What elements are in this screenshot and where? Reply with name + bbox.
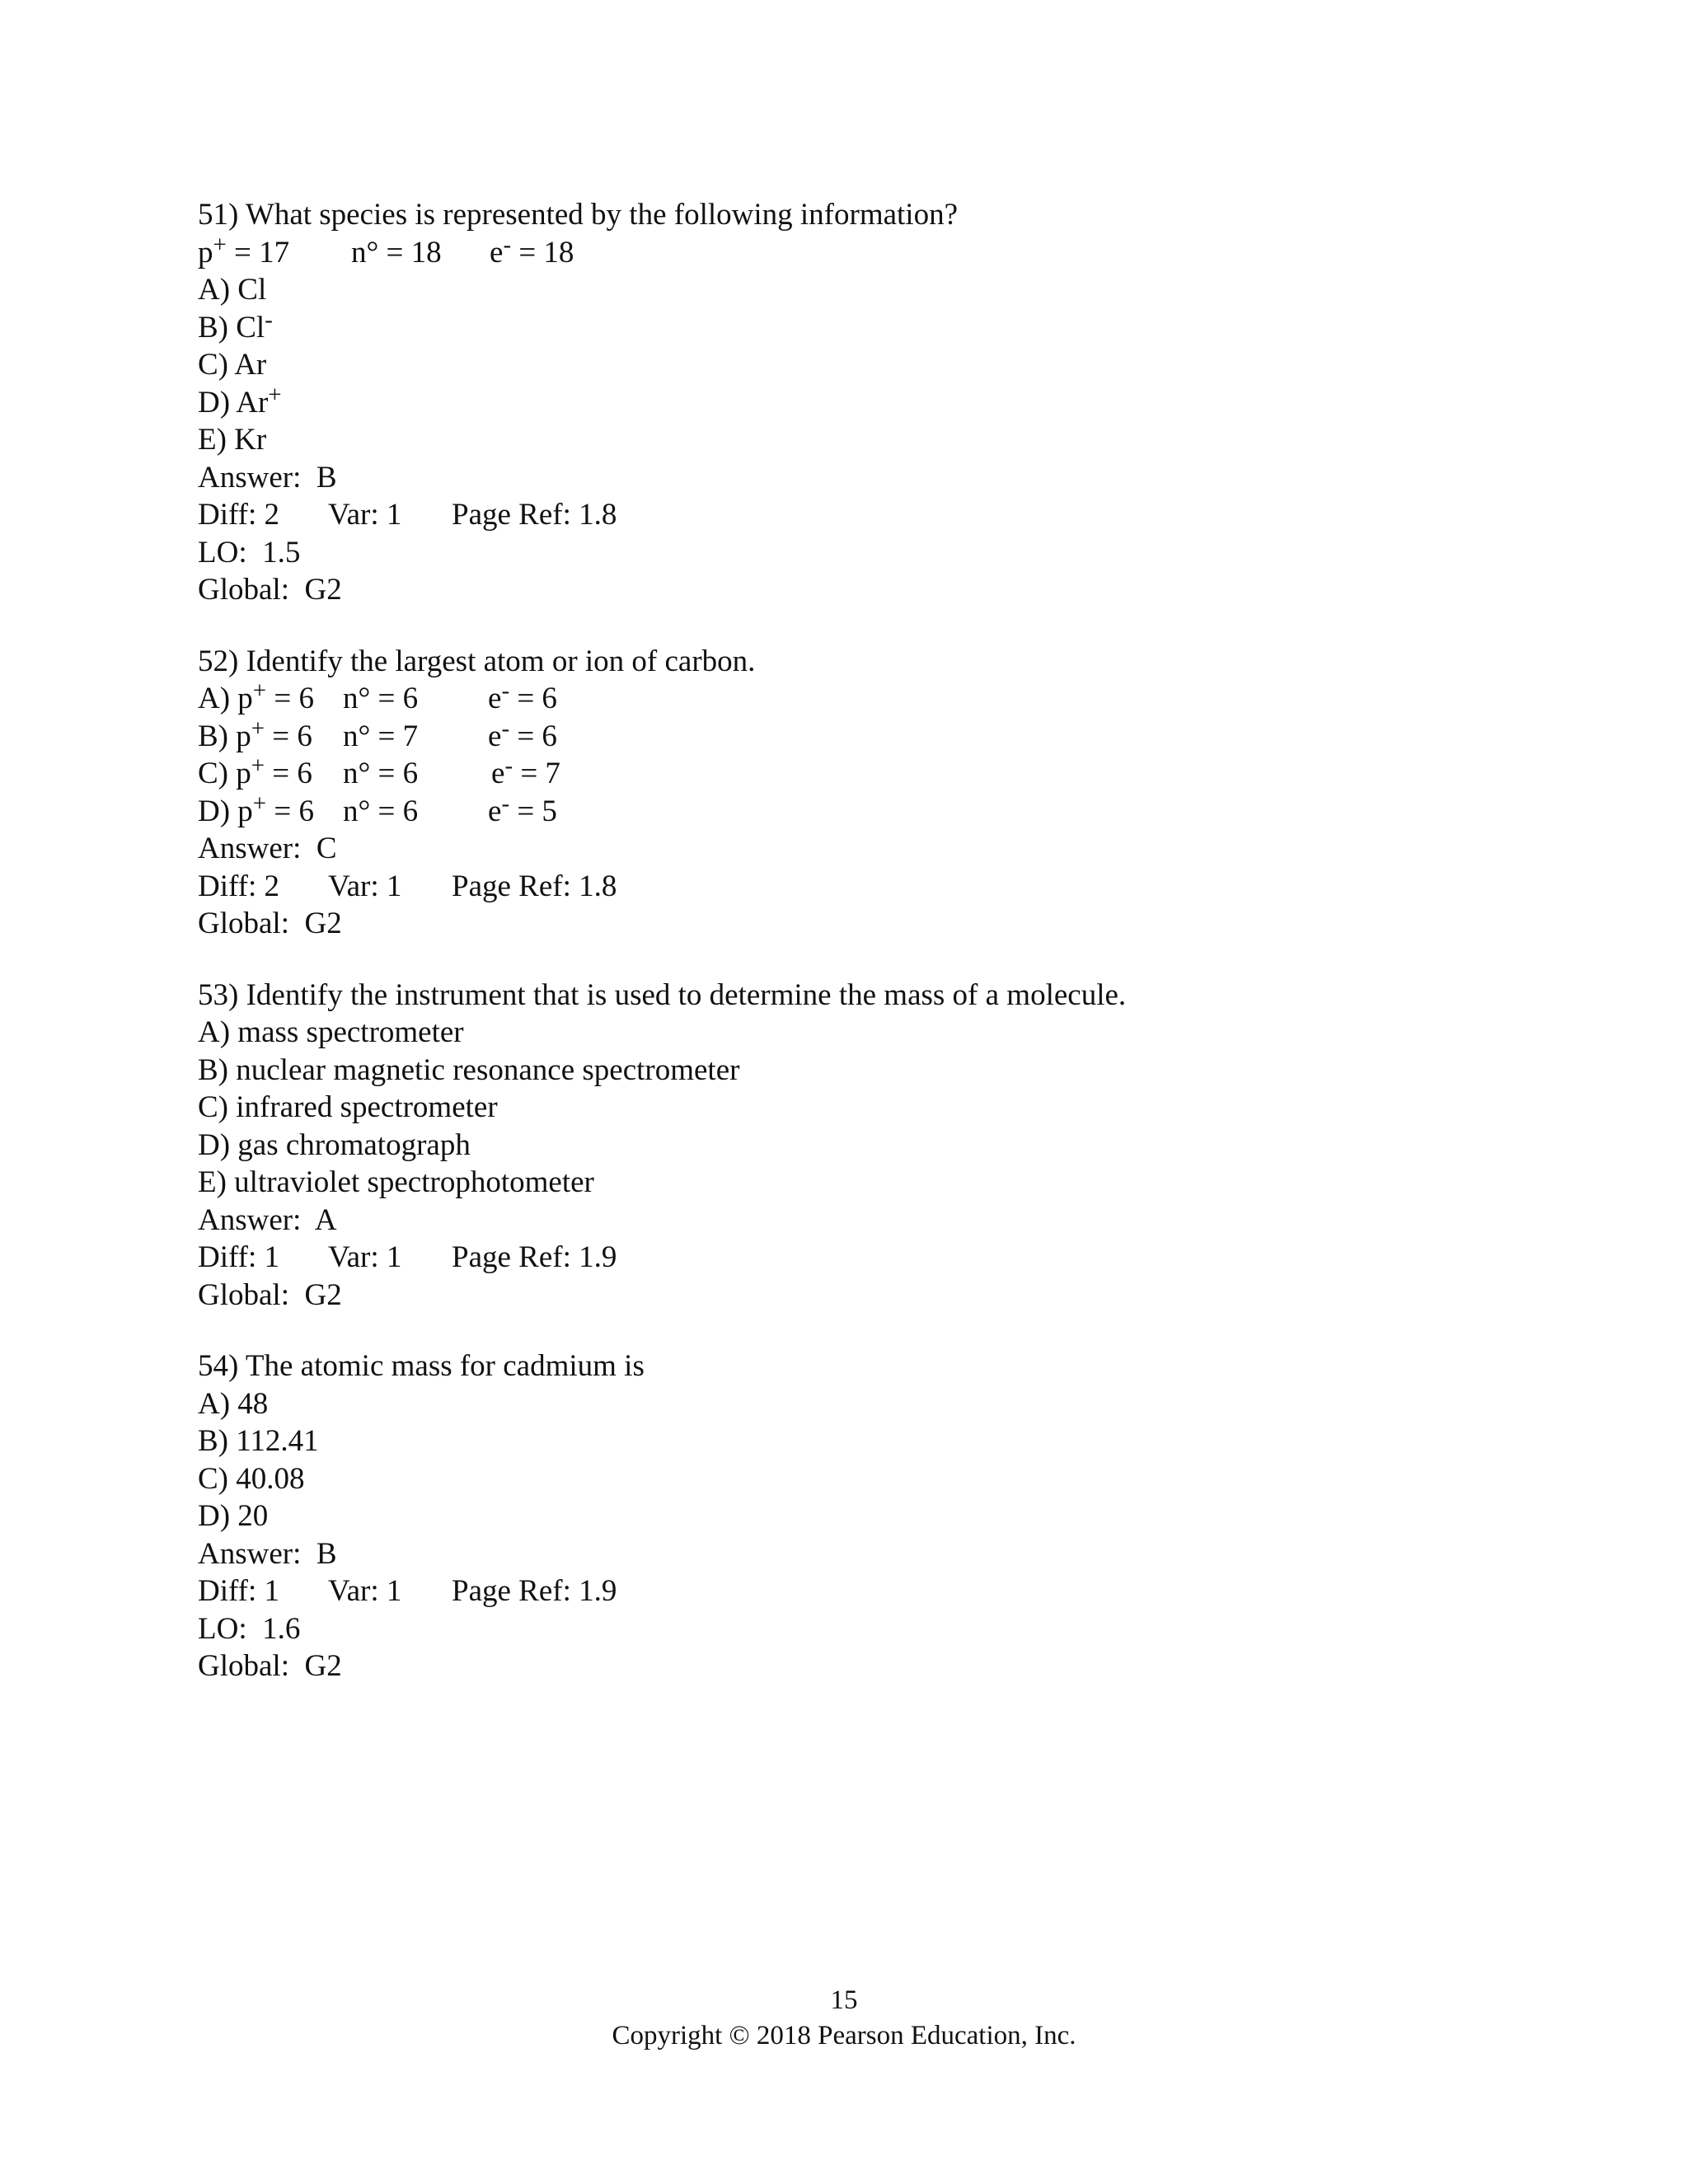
question-52 — [198, 643, 1517, 943]
question-52-text: 52) Identify the largest atom or ion of carbon. — [198, 644, 756, 678]
option-e: E) ultraviolet spectrophotometer — [198, 1165, 594, 1199]
spacer — [198, 1314, 1517, 1347]
option-a: A) p+ = 6 n° = 6 e- = 6 — [198, 677, 557, 715]
neutron-count: n° = 18 — [351, 235, 442, 269]
option-a: A) 48 — [198, 1386, 269, 1421]
question-51-particle-counts — [198, 231, 1517, 272]
difficulty: Diff: 2 — [198, 498, 280, 532]
learning-objective: LO: 1.6 — [198, 1611, 301, 1646]
option-d: D) gas chromatograph — [198, 1127, 471, 1162]
metadata-line — [198, 1572, 1517, 1610]
option-b: B) p+ = 6 n° = 7 e- = 6 — [198, 715, 557, 753]
option-c: C) infrared spectrometer — [198, 1090, 498, 1124]
option-b: B) 112.41 — [198, 1424, 319, 1458]
learning-objective: LO: 1.5 — [198, 535, 301, 569]
option-a: A) mass spectrometer — [198, 1015, 464, 1049]
page-reference: Page Ref: 1.8 — [452, 869, 617, 903]
proton-count: p+ = 17 — [198, 231, 290, 269]
variation: Var: 1 — [328, 498, 402, 532]
option-e: E) Kr — [198, 423, 267, 457]
difficulty: Diff: 1 — [198, 1240, 280, 1274]
global-tag: Global: G2 — [198, 573, 342, 607]
page-reference: Page Ref: 1.8 — [452, 498, 617, 532]
page-content — [198, 196, 1517, 1685]
question-51-text: 51) What species is represented by the following information? — [198, 198, 959, 232]
metadata-line — [198, 868, 1517, 906]
spacer — [198, 609, 1517, 643]
variation: Var: 1 — [328, 1240, 402, 1274]
option-a: A) Cl — [198, 273, 267, 307]
option-c: C) Ar — [198, 348, 267, 382]
option-b: B) nuclear magnetic resonance spectrometer — [198, 1052, 740, 1087]
option-c: C) 40.08 — [198, 1461, 305, 1496]
variation: Var: 1 — [328, 869, 402, 903]
option-b: B) Cl- — [198, 306, 273, 344]
answer: Answer: B — [198, 1536, 337, 1571]
variation: Var: 1 — [328, 1574, 402, 1608]
global-tag: Global: G2 — [198, 907, 342, 940]
metadata-line — [198, 496, 1517, 534]
answer: Answer: C — [198, 832, 337, 865]
spacer — [198, 943, 1517, 977]
question-54-text: 54) The atomic mass for cadmium is — [198, 1349, 645, 1383]
page-number: 15 — [830, 1985, 858, 2015]
option-c: C) p+ = 6 n° = 6 e- = 7 — [198, 752, 560, 790]
question-54 — [198, 1347, 1517, 1685]
difficulty: Diff: 1 — [198, 1574, 280, 1608]
answer: Answer: B — [198, 460, 337, 494]
page-reference: Page Ref: 1.9 — [452, 1240, 617, 1274]
option-d: D) 20 — [198, 1499, 269, 1533]
copyright-notice: Copyright © 2018 Pearson Education, Inc. — [612, 2021, 1076, 2050]
option-d: D) Ar+ — [198, 381, 282, 419]
question-53 — [198, 977, 1517, 1315]
option-d: D) p+ = 6 n° = 6 e- = 5 — [198, 790, 557, 828]
question-53-text: 53) Identify the instrument that is used to determine the mass of a molecule. — [198, 977, 1127, 1012]
metadata-line — [198, 1239, 1517, 1277]
difficulty: Diff: 2 — [198, 869, 280, 903]
question-51 — [198, 196, 1517, 609]
page-reference: Page Ref: 1.9 — [452, 1574, 617, 1608]
electron-count: e- = 18 — [490, 231, 574, 269]
global-tag: Global: G2 — [198, 1277, 342, 1312]
global-tag: Global: G2 — [198, 1649, 342, 1683]
answer: Answer: A — [198, 1202, 337, 1237]
